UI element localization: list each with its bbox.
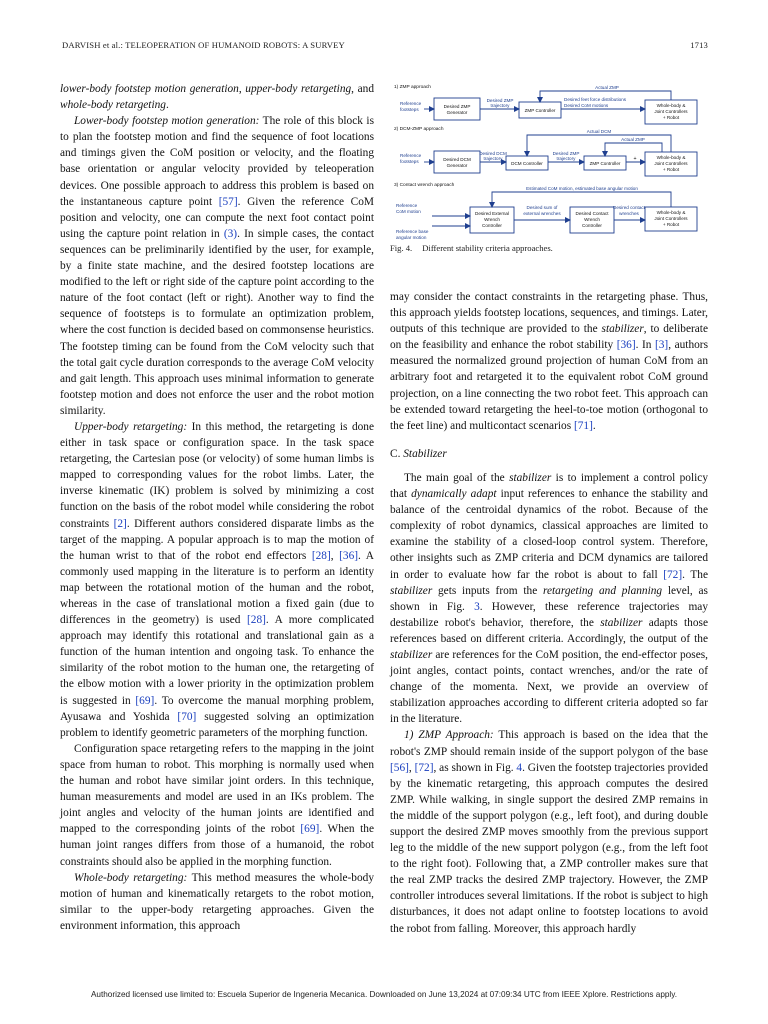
dcm-controller-label: DCM Controller [511,161,543,166]
external-wrench-controller-label: Wrench [484,217,500,222]
paragraph-heading: 1) ZMP Approach: [404,729,494,742]
desired-dcm-trajectory-label: Desired DCM [479,151,507,156]
whole-body-label-3: Whole-body & [656,210,686,215]
citation-link[interactable]: [3] [654,339,669,352]
reference-footsteps-label: footsteps [400,159,419,164]
contact-wrench-approach-title: 3) Contact wrench approach [394,183,455,188]
desired-zmp-generator-label: Generator [446,110,468,115]
desired-com-motions-label: Desired CoM motions [564,103,609,108]
whole-body-label-2: + Robot [662,167,680,172]
desired-zmp-generator-label: Desired ZMP [443,104,471,109]
reference-base-angular-label: angular motion [396,235,427,240]
reference-com-motion-label: CoM motion [396,209,421,214]
zmp-controller-label: ZMP Controller [524,108,556,113]
contact-wrench-controller-label: Desired Contact [575,211,609,216]
paragraph-zmp-approach: 1) ZMP Approach: This approach is based on the idea that the robot's ZMP should remain inside of the support polygon of the base [56], [72], as shown in Fig. 4. Given the footstep trajectories provided by the kinematic retargeting, this approach computes the desired ZMP. While walking, in single support the desired ZMP remains in the middle of the support polygon (e.g., left foot), and during double support the desired ZMP moves smoothly from the previous support leg to the middle of the new support polygon (e.g., from the left foot to the right foot). Following that, a ZMP controller makes sure that the real ZMP tracks the desired ZMP trajectory. However, the ZMP controller introduces several limitations. If the robot is subject to high disturbances, it does not adapt online to footstep locations to avoid the robot from falling. Moreover, this approach hardly [390,729,708,935]
citation-link[interactable]: [69] [135,694,155,707]
paragraph-heading: Upper-body retargeting: [74,420,188,433]
figure-caption-label: Fig. 4. [390,243,413,253]
whole-body-label-3: Joint Controllers [654,216,688,221]
equation-link[interactable]: (3) [223,227,238,240]
desired-zmp-trajectory-label: trajectory [556,156,576,161]
whole-body-label-3: + Robot [662,222,680,227]
whole-body-label-1: + Robot [662,115,680,120]
citation-link[interactable]: [36] [616,339,636,352]
desired-zmp-generator-box [434,98,480,120]
citation-link[interactable]: [36] [339,549,359,562]
paragraph-intro-continued: lower-body footstep motion generation, upper-body retargeting, and whole-body retargeting. [60,83,374,112]
running-header: DARVISH et al.: TELEOPERATION OF HUMANOID ROBOTS: A SURVEY [62,40,345,50]
figure-caption-text: Different stability criteria approaches. [422,243,553,253]
paragraph-upper-body-retargeting: Upper-body retargeting: In this method, the retargeting is done either in task space or configuration space. In the task space retargeting, the Cartesian pose (or velocity) of some human limbs is mapped to corresponding values for the robot limbs. Later, the inverse kinematic (IK) problem is solved by minimizing a cost function on the basis of the robot model while considering the robot constraints [2]. Different authors considered disparate limbs as the target of the mapping. A popular approach is to map the motion of the human wrist to that of the robot end effectors [28], [36]. A commonly used mapping in the literature is to perform an identity map between the rotational motion of the human and the robot, whereas in the case of translational motion a fixed gain (due to differences in the geometry) is used [28]. A more complicated approach may identify this rotational and translational gain as a function of the human intention and ongoing task. To enhance the similarity of the robot motion to the human one, the retargeting of the elbow motion with a lower priority in the optimization problem is suggested in [69]. To overcome the manual morphing problem, Ayusawa and Yoshida [70] suggested solving an optimization problem to identify geometric parameters of the morphing function. [60,420,374,739]
actual-zmp-feedback-label: Actual ZMP [621,137,645,142]
citation-link[interactable]: [57] [218,195,238,208]
reference-footsteps-label: footsteps [400,107,419,112]
whole-body-label-1: Whole-body & [656,103,686,108]
citation-link[interactable]: [70] [177,710,197,723]
desired-dcm-trajectory-label: trajectory [483,156,503,161]
paragraph-footstep-generation: Lower-body footstep motion generation: The role of this block is to plan the footstep motion and find the sequence of foot locations and timings given the CoM position or velocity, and the floating base orientation or angular velocity provided by teleoperation devices. One possible approach to address this problem is based on the instantaneous capture point [57]. Given the reference CoM position and velocity, one can compute the next foot contact point using the capture point relation in (3). In simple cases, the contact sequences can be preliminarily identified by the user, for example, by a finite state machine, and the desired footstep locations are modified to the left or right side of the capture point according to the nature of the foot contact (left or right). Another way to find the sequence of footsteps is to formulate an optimization problem, where the cost function is decided based on commonsense heuristics. The footstep timing can be found from the CoM velocity such that the total gait cycle duration corresponds to the average CoM velocity and gait length. This approach uses minimal information to generate footstep motion and does not enforce the user and the robot motion similarity. [60,115,375,417]
page-number: 1713 [690,40,708,50]
reference-footsteps-label: Reference [400,101,422,106]
paragraph-stabilizer: The main goal of the stabilizer is to implement a control policy that dynamically adapt input references to enhance the stability and balance of the centroidal dynamics of the robot. Because of the complexity of robot dynamics, classical approaches are limited to examine the stability of a closed-loop control system. Therefore, other insights such as ZMP criteria and DCM dynamics are tailored in order to evaluate how far the robot is about to fall [72]. The stabilizer gets inputs from the retargeting and planning level, as shown in Fig. 3. However, these reference trajectories may destabilize robot's behavior, therefore, the stabilizer adapts those references based on different criteria. Accordingly, the output of the stabilizer are references for the CoM position, the end-effector poses, joint angles, contact points, contact wrenches, and/or the rate of change of the momenta. Next, we provide an overview of stabilization approaches according to different criteria adopted so far in the literature. [390,471,708,726]
desired-dcm-generator-label: Desired DCM [443,157,471,162]
whole-body-label-2: Joint Controllers [654,161,688,166]
desired-feet-force-label: Desired feet force distributions [564,97,627,102]
reference-footsteps-label: Reference [400,153,422,158]
dcm-zmp-approach-title: 2) DCM-ZMP approach [394,127,444,132]
right-column [390,289,708,937]
paragraph-whole-body-retargeting: Whole-body retargeting: This method measures the whole-body motion of human and kinematically retargets to the robot motion, similar to the upper-body retargeting approaches. Given the environment information, this approach [60,871,374,932]
whole-body-label-1: Joint Controllers [654,109,688,114]
desired-zmp-trajectory-label: Desired ZMP [552,151,580,156]
figure-link[interactable]: 4 [516,761,523,774]
desired-sum-external-wrenches-label: Desired sum of [526,205,558,210]
desired-contact-wrenches-label: Desired contact [613,205,645,210]
citation-link[interactable]: [28] [311,549,331,562]
figure-link[interactable]: 3 [474,600,480,613]
figure-4-stability-diagram [392,80,712,246]
reference-base-angular-label: Reference base [396,229,429,234]
desired-dcm-generator-label: Generator [446,163,468,168]
citation-link[interactable]: [72] [414,761,434,774]
desired-sum-external-wrenches-label: external wrenches [523,211,561,216]
desired-zmp-trajectory-label: trajectory [490,103,510,108]
citation-link[interactable]: [72] [663,568,683,581]
external-wrench-controller-label: Controller [482,223,502,228]
zmp-controller-label-2: ZMP Controller [589,161,621,166]
citation-link[interactable]: [28] [247,614,266,627]
section-heading-stabilizer: C. Stabilizer [390,447,447,460]
actual-dcm-feedback-label: Actual DCM [586,129,612,134]
contact-wrench-controller-label: Wrench [584,217,600,222]
external-wrench-controller-label: Desired External [475,211,509,216]
citation-link[interactable]: [56] [390,761,409,774]
citation-link[interactable]: [69] [300,823,320,836]
reference-com-motion-label: Reference [396,203,418,208]
paragraph-configuration-space: Configuration space retargeting refers to the mapping in the joint space from human to robot. This morphing is normally used when the human and robot have similar joint orders. In this technique, human measurements and model are used in an IKs problem. The joint angles and velocity of the human joints are identified and mapped to the corresponding joints of the robot [69]. When the human joint ranges differs from those of a humanoid, the robot constraints should also be applied in the morphing function. [60,742,374,868]
paragraph-heading: Lower-body footstep motion generation: [74,115,260,128]
figure-caption [390,243,553,253]
estimated-motion-feedback-label: Estimated CoM motion, estimated base angular motion [526,186,638,191]
stability-diagram-svg [392,80,712,246]
desired-contact-wrenches-label: wrenches [619,211,639,216]
actual-zmp-feedback-label: Actual ZMP [595,85,619,90]
whole-body-label-2: Whole-body & [656,155,686,160]
citation-link[interactable]: [71] [573,419,593,432]
paragraph-heading: Whole-body retargeting: [74,871,188,884]
desired-dcm-generator-box [434,151,480,173]
desired-zmp-trajectory-label: Desired ZMP [486,98,514,103]
contact-wrench-controller-label: Controller [582,223,602,228]
license-footer: Authorized licensed use limited to: Escuela Superior de Ingeneria Mecanica. Downloaded on June 13,2024 at 07:09:34 UTC from IEEE Xplore. Restrictions apply. [90,990,678,999]
citation-link[interactable]: [2] [113,517,127,530]
summing-junction-sign: + [633,156,637,162]
zmp-approach-title: 1) ZMP approach [394,85,431,90]
left-column [60,81,374,934]
paragraph-whole-body-continued: may consider the contact constraints in the retargeting phase. Thus, this approach yields footstep locations, sequences, and timings. Later, outputs of this technique are provided to the stabilizer, to deliberate on the feasibility and enhance the robot stability [36]. In [3], authors measured the normalized ground projection of human CoM from an arbitrary foot and retargeted it to the equivalent robot CoM ground projection, on a line connecting the two robot feet. This approach can be extended toward retargeting the heel-to-toe motion (orthogonal to the feet line) and multicontact scenarios [71]. [390,291,708,432]
